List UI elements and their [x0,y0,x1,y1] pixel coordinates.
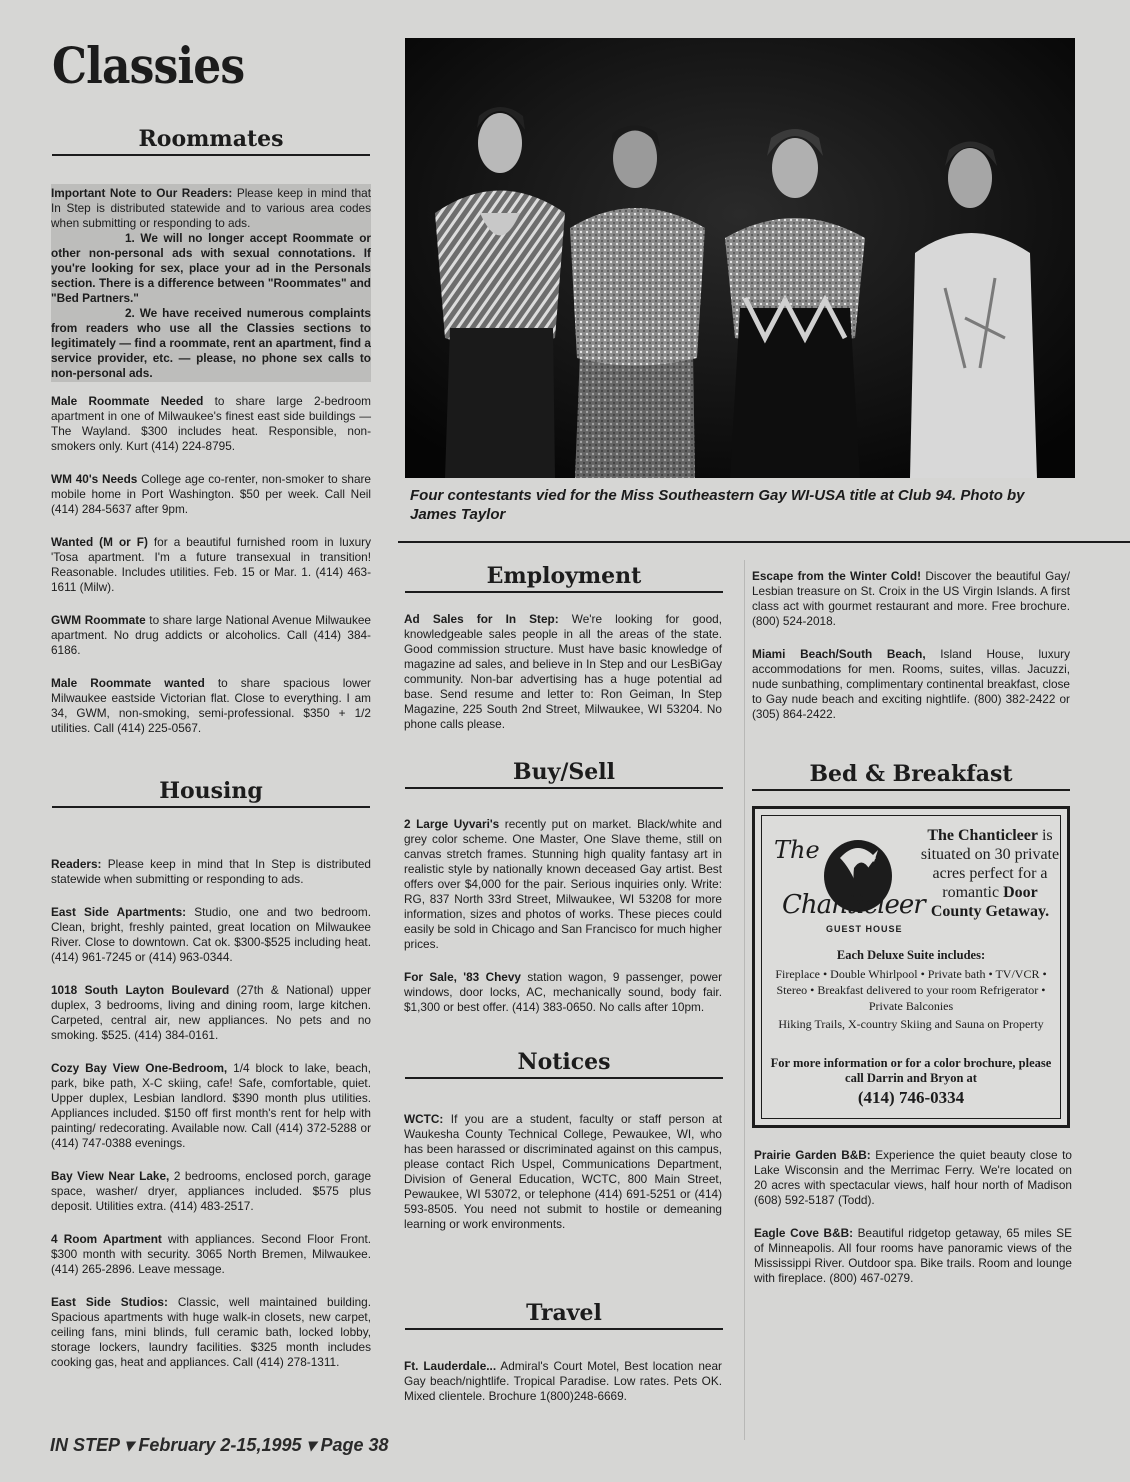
ad-lead: Cozy Bay View One-Bedroom, [51,1061,228,1075]
note-intro: Please keep in mind that In Step is distributed statewide and to various area codes when submitting or responding to ads. [51,186,371,230]
ad-text: recently put on market. Black/white and grey color scheme. One Master, One Slave theme, still on canvas stretch frames. Stunning high quality fantasy art in realistic style by nationally known deceased Gay artist. Best offers over $4,000 for the pair. Serious inquiries only. Write: RG, 837 North 33rd Street, Milwaukee, WI 53208 for more information, sizes and photos of works. These pieces could easily be sold in Chicago and San Francisco for much higher prices. [404,817,722,951]
ad-text: Studio, one and two bedroom. Clean, bright, freshly painted, great location on Milwaukee River. Close to downtown. Cat ok. $300-$525 including heat. (414) 961-7245 or (414) 963-0344. [51,905,371,964]
ad-phone: (414) 746-0334 [857,1088,965,1107]
ad-text: 1/4 block to lake, beach, park, bike path, X-C skiing, cafe! Safe, comfortable, quiet. Upper duplex, Lesbian landlord. $390 month plus utilities. Appliances included. $150 off first month's rent for help with painting/ redecorating. Available now. Call (414) 372-5288 or (414) 747-0388 evenings. [51,1061,371,1150]
ad-lead: Miami Beach/South Beach, [752,647,926,661]
ad-entry [51,613,371,658]
ad-entry [51,857,371,887]
ad-entry [404,817,722,952]
logo-the: The [774,836,820,864]
ad-lead: Readers: [51,857,102,871]
ad-more-info: For more information or for a color brochure, please call Darrin and Bryon at [770,1056,1052,1085]
ad-lead: East Side Studios: [51,1295,168,1309]
ad-intro-name: The Chanticleer [927,827,1038,844]
section-heading-notices: Notices [405,1049,723,1079]
ad-amenities: Hiking Trails, X-country Skiing and Sauna on Property [778,1017,1044,1031]
ad-text: to share large 2-bedroom apartment in one of Milwaukee's finest east side buildings — The Wayland. $300 includes heat. Responsible, non-smokers only. Kurt (414) 224-8795. [51,394,371,453]
ad-lead: Bay View Near Lake, [51,1169,170,1183]
note-point-1: 1. We will no longer accept Roommate or other non-personal ads with sexual connotations. If you're looking for sex, place your ad in the Personals section. There is a difference between "Roommates" and "Bed Partners." [51,231,371,305]
column-housing [51,857,371,1388]
column-travel [404,1359,722,1422]
column-buysell [404,817,722,1033]
column-travel-continued [752,569,1070,740]
ad-entry [754,1226,1072,1286]
ad-lead: Eagle Cove B&B: [754,1226,854,1240]
ad-lead: Male Roommate Needed [51,394,204,408]
section-heading-buysell: Buy/Sell [405,759,723,789]
ad-intro [920,826,1060,921]
ad-text: 2 bedrooms, enclosed porch, garage space, washer/ dryer, appliances included. $575 plus deposit. Utilities extra. (414) 483-2517. [51,1169,371,1213]
ad-lead: Ft. Lauderdale... [404,1359,497,1373]
ad-entry [51,535,371,595]
ad-entry [404,612,722,732]
ad-suite-list: Fireplace • Double Whirlpool • Private bath • TV/VCR • Stereo • Breakfast delivered to your room Refrigerator • Private Balconies [775,967,1047,1013]
ad-lead: Escape from the Winter Cold! [752,569,922,583]
ad-intro-getaway: Door County Getaway. [930,884,1050,920]
ad-lead: For Sale, '83 Chevy [404,970,521,984]
ad-suite-heading: Each Deluxe Suite includes: [836,948,986,962]
divider-rule [398,541,1130,543]
ad-frame [761,815,1061,1119]
ad-lead: East Side Apartments: [51,905,187,919]
ad-text: to share large National Avenue Milwaukee apartment. No drug addicts or alcoholics. Call (414) 384-6186. [51,613,371,657]
ad-lead: 1018 South Layton Boulevard [51,983,230,997]
ad-entry [51,983,371,1043]
ad-entry [51,905,371,965]
logo-name: Chanticleer [782,890,925,920]
masthead: Classies [52,36,245,95]
ad-text: Island House, luxury accommodations for men. Rooms, suites, villas. Jacuzzi, nude sunbathing, complimentary continental breakfast, close to Gay nude beach and exciting nightlife. (800) 382-2422 or (305) 864-2422. [752,647,1070,721]
column-bnb [754,1148,1072,1304]
column-roommates [51,184,371,754]
column-notices [404,1112,722,1250]
photo-caption: Four contestants vied for the Miss Southeastern Gay WI-USA title at Club 94. Photo by James Taylor [410,487,1025,523]
ad-lead: WCTC: [404,1112,444,1126]
ad-entry [404,1112,722,1232]
ad-entry [51,472,371,517]
ad-lead: GWM Roommate [51,613,146,627]
ad-intro-text: is situated on 30 private acres perfect for a romantic [920,827,1060,901]
ad-text: (27th & National) upper duplex, 3 bedrooms, living and dining room, large kitchen. Carpeted, central air, new appliances. No pets and no smoking. $525. (414) 384-0161. [51,983,371,1042]
ad-lead: Male Roommate wanted [51,676,205,690]
section-heading-roommates: Roommates [52,126,370,156]
ad-lead: 4 Room Apartment [51,1232,162,1246]
section-heading-bnb: Bed & Breakfast [752,761,1070,791]
ad-entry [404,1359,722,1404]
ad-entry [754,1148,1072,1208]
logo-subtitle: GUEST HOUSE [826,924,903,934]
note-point-2: 2. We have received numerous complaints from readers who use all the Classies sections to legitimately — find a roommate, rent an apartment, find a service provider, etc. — please, no phone sex calls to non-personal ads. [51,306,371,380]
section-heading-travel: Travel [405,1300,723,1330]
contestants-photo [405,38,1075,478]
ad-entry [404,970,722,1015]
ad-text: College age co-renter, non-smoker to share mobile home in Port Washington. $50 per week. Call Neil (414) 284-5637 after 9pm. [51,472,371,516]
ad-lead: Prairie Garden B&B: [754,1148,871,1162]
ad-entry [51,1232,371,1277]
ad-text: Admiral's Court Motel, Best location near Gay beach/nightlife. Tropical Paradise. Low rates. Pets OK. Mixed clientele. Brochure 1(800)248-6669. [404,1359,722,1403]
ad-entry [51,394,371,454]
readers-note [51,184,371,382]
page-footer: IN STEP ▾ February 2-15,1995 ▾ Page 38 [50,1435,389,1455]
ad-text: Experience the quiet beauty close to Lake Wisconsin and the Merrimac Ferry. We're located on 20 acres with spectacular views, half hour north of Madison (608) 592-5187 (Todd). [754,1148,1072,1207]
ad-entry [51,1295,371,1370]
chanticleer-display-ad [752,806,1070,1128]
section-heading-employment: Employment [405,563,723,593]
ad-lead: WM 40's Needs [51,472,138,486]
ad-lead: Ad Sales for In Step: [404,612,559,626]
ad-text: station wagon, 9 passenger, power windows, door locks, AC, mechanically sound, body fair. $1,300 or best offer. (414) 383-0650. No calls after 10pm. [404,970,723,1014]
ad-text: We're looking for good, knowledgeable sales people in all the areas of the state. Good commission structure. Must have basic knowledge of magazine ad sales, and believe in In Step and our LesBiGay community. Non-bar advertising has a huge potential ad base. Send resume and letter to: Ron Geiman, In Step Magazine, 225 South 2nd Street, Milwaukee, WI 53204. No phone calls please. [404,612,722,731]
ad-entry [752,569,1070,629]
chanticleer-logo [770,828,925,940]
ad-entry [51,1169,371,1214]
ad-text: to share spacious lower Milwaukee eastside Victorian flat. Close to everything. I am 34, GWM, non-smoking, semi-professional. $350 + 1/2 utilities. Call (414) 225-0567. [51,676,371,735]
ad-text: Discover the beautiful Gay/ Lesbian treasure on St. Croix in the US Virgin Islands. A first class act with gourmet restaurant and more. Free brochure. (800) 524-2018. [752,569,1070,628]
column-employment [404,612,722,750]
ad-text: with appliances. Second Floor Front. $300 month with security. 3065 North Bremen, Milwaukee. (414) 265-2896. Leave message. [51,1232,372,1276]
ad-entry [51,1061,371,1151]
note-lead: Important Note to Our Readers: [51,186,233,200]
section-heading-housing: Housing [52,778,370,808]
ad-text: for a beautiful furnished room in luxury 'Tosa apartment. I'm a future transexual in transition! Reasonable. Includes utilities. Feb. 15 or Mar. 1. (414) 463-1611 (Milw). [51,535,371,594]
ad-entry [752,647,1070,722]
column-divider [744,560,745,1440]
ad-text: If you are a student, faculty or staff person at Waukesha County Technical College, Pewaukee, WI, who has been harassed or discriminated against on this campus, please contact Rich Uspel, Communications Department, Division of General Education, WCTC, 800 Main Street, Pewaukee, WI 53072, or telephone (414) 691-5251 or (414) 593-8505. You need not submit to hostile or demeaning learning or work environments. [404,1112,722,1231]
photo-illustration [405,38,1075,478]
ad-lead: Wanted (M or F) [51,535,148,549]
ad-entry [51,676,371,736]
ad-text: Classic, well maintained building. Spacious apartments with huge walk-in closets, new carpet, ceiling fans, mini blinds, full ceramic bath, locked lobby, storage lockers, laundry facilities. $325 month includes cooking gas, heat and appliances. Call (414) 278-1311. [51,1295,371,1369]
ad-text: Please keep in mind that In Step is distributed statewide when submitting or responding to ads. [51,857,371,886]
ad-lead: 2 Large Uyvari's [404,817,500,831]
ad-text: Beautiful ridgetop getaway, 65 miles SE of Minneapolis. All four rooms have panoramic views of the Mississippi River. Outdoor spa. Bike trails. Room and lounge with fireplace. (800) 467-0279. [754,1226,1072,1285]
